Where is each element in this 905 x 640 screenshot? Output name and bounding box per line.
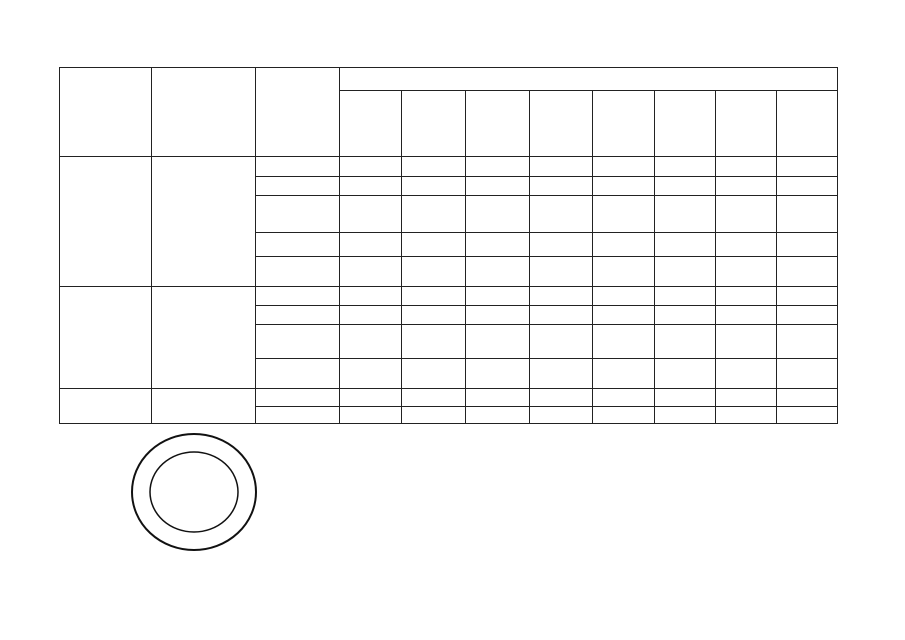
expense-value-cell (593, 233, 655, 257)
header-year (340, 91, 402, 157)
table-row (60, 157, 838, 177)
header-year (530, 91, 593, 157)
expense-value-cell (655, 287, 716, 306)
expense-value-cell (593, 359, 655, 389)
expense-value-cell (777, 257, 838, 287)
expense-value-cell (402, 325, 466, 359)
header-year (466, 91, 530, 157)
expense-value-cell (593, 157, 655, 177)
expense-value-cell (340, 257, 402, 287)
expense-value-cell (340, 389, 402, 407)
expense-value-cell (466, 157, 530, 177)
expense-value-cell (530, 196, 593, 233)
expense-value-cell (340, 177, 402, 196)
expense-value-cell (402, 287, 466, 306)
expense-value-cell (716, 287, 777, 306)
header-expense-estimate (340, 68, 838, 91)
expense-value-cell (655, 359, 716, 389)
expense-value-cell (777, 306, 838, 325)
funding-source-cell (256, 407, 340, 424)
expense-value-cell (777, 157, 838, 177)
header-program-name (152, 68, 256, 157)
expense-value-cell (593, 287, 655, 306)
funding-source-cell (256, 196, 340, 233)
expense-value-cell (716, 233, 777, 257)
header-funding-sources (256, 68, 340, 157)
expense-value-cell (716, 196, 777, 233)
expense-value-cell (777, 177, 838, 196)
expense-value-cell (402, 233, 466, 257)
header-year (716, 91, 777, 157)
expense-value-cell (466, 257, 530, 287)
expense-value-cell (340, 233, 402, 257)
expense-value-cell (466, 407, 530, 424)
program-name-cell (152, 389, 256, 424)
expense-value-cell (593, 389, 655, 407)
expense-value-cell (466, 306, 530, 325)
table-row (60, 389, 838, 407)
header-status (60, 68, 152, 157)
header-year (402, 91, 466, 157)
expense-value-cell (777, 389, 838, 407)
expense-value-cell (466, 196, 530, 233)
expense-value-cell (340, 306, 402, 325)
expense-value-cell (777, 287, 838, 306)
funding-source-cell (256, 389, 340, 407)
expense-value-cell (593, 306, 655, 325)
funding-source-cell (256, 157, 340, 177)
expense-value-cell (402, 177, 466, 196)
funding-source-cell (256, 257, 340, 287)
expense-value-cell (340, 196, 402, 233)
expense-value-cell (402, 359, 466, 389)
expense-value-cell (466, 325, 530, 359)
expense-value-cell (402, 389, 466, 407)
funding-source-cell (256, 325, 340, 359)
expense-value-cell (716, 325, 777, 359)
stamp-inner-ring (150, 452, 238, 532)
funding-source-cell (256, 287, 340, 306)
expense-value-cell (655, 325, 716, 359)
expense-value-cell (777, 407, 838, 424)
expense-value-cell (655, 306, 716, 325)
expense-value-cell (593, 257, 655, 287)
expense-value-cell (340, 287, 402, 306)
expense-value-cell (655, 407, 716, 424)
funding-source-cell (256, 359, 340, 389)
expense-value-cell (530, 287, 593, 306)
status-cell (60, 157, 152, 287)
expense-value-cell (530, 407, 593, 424)
expense-value-cell (530, 306, 593, 325)
expense-value-cell (777, 233, 838, 257)
expense-value-cell (530, 325, 593, 359)
expense-value-cell (655, 233, 716, 257)
expense-value-cell (340, 325, 402, 359)
expense-value-cell (402, 157, 466, 177)
expense-value-cell (655, 177, 716, 196)
status-cell (60, 287, 152, 389)
expense-value-cell (716, 177, 777, 196)
expense-value-cell (530, 359, 593, 389)
expense-value-cell (340, 359, 402, 389)
header-year (777, 91, 838, 157)
expense-value-cell (530, 177, 593, 196)
status-cell (60, 389, 152, 424)
funding-source-cell (256, 306, 340, 325)
table-row (60, 287, 838, 306)
funding-source-cell (256, 177, 340, 196)
expense-value-cell (716, 257, 777, 287)
expense-value-cell (716, 306, 777, 325)
expense-value-cell (340, 407, 402, 424)
expense-value-cell (593, 325, 655, 359)
expense-value-cell (402, 196, 466, 233)
expense-value-cell (777, 325, 838, 359)
funding-source-cell (256, 233, 340, 257)
expense-value-cell (655, 196, 716, 233)
expense-value-cell (655, 389, 716, 407)
expense-value-cell (530, 389, 593, 407)
expenses-table (59, 67, 838, 424)
expense-value-cell (530, 233, 593, 257)
expense-value-cell (655, 257, 716, 287)
expense-value-cell (716, 359, 777, 389)
expense-value-cell (716, 389, 777, 407)
header-year (593, 91, 655, 157)
expense-value-cell (402, 257, 466, 287)
expense-value-cell (466, 389, 530, 407)
expense-value-cell (466, 359, 530, 389)
expense-value-cell (593, 407, 655, 424)
expense-value-cell (466, 177, 530, 196)
expense-value-cell (340, 157, 402, 177)
expense-value-cell (716, 157, 777, 177)
program-name-cell (152, 157, 256, 287)
expense-value-cell (402, 306, 466, 325)
expense-value-cell (530, 257, 593, 287)
expense-value-cell (777, 359, 838, 389)
expense-value-cell (593, 177, 655, 196)
header-year (655, 91, 716, 157)
expense-value-cell (466, 233, 530, 257)
expense-value-cell (655, 157, 716, 177)
expense-value-cell (402, 407, 466, 424)
expense-value-cell (466, 287, 530, 306)
expense-value-cell (716, 407, 777, 424)
expense-value-cell (530, 157, 593, 177)
expense-value-cell (593, 196, 655, 233)
official-stamp (130, 432, 258, 552)
program-name-cell (152, 287, 256, 389)
expense-value-cell (777, 196, 838, 233)
